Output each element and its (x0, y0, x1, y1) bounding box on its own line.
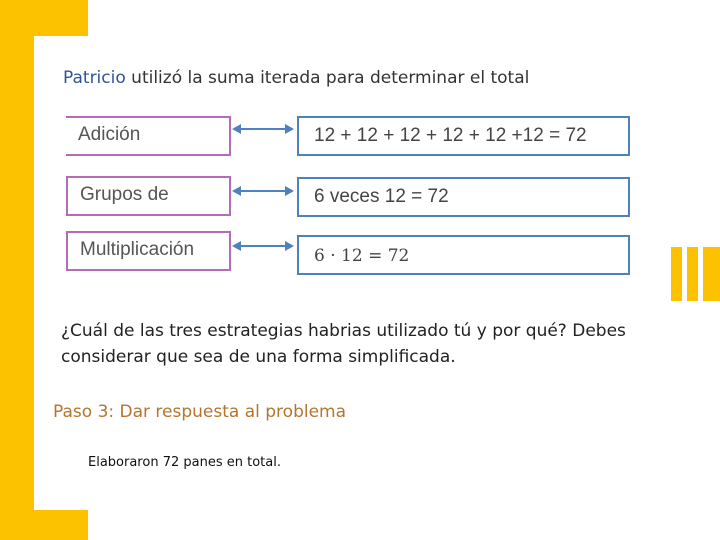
strategy-label-addition: Adición (66, 116, 231, 156)
bar-2 (687, 247, 698, 301)
bar-1 (671, 247, 682, 301)
strategy-label-groups: Grupos de (66, 176, 231, 216)
double-arrow-icon (232, 239, 294, 253)
yellow-bars-icon (671, 247, 720, 301)
double-arrow-icon (232, 122, 294, 136)
intro-rest: utilizó la suma iterada para determinar el total (125, 68, 530, 88)
step-heading: Paso 3: Dar respuesta al problema (53, 402, 347, 422)
yellow-frame-top (0, 0, 88, 36)
answer-text: Elaboraron 72 panes en total. (88, 455, 281, 470)
intro-text (63, 68, 529, 88)
expression-groups: 6 veces 12 = 72 (297, 177, 630, 217)
yellow-frame-bottom (0, 510, 88, 540)
bar-3 (703, 247, 720, 301)
expression-multiplication: 6 · 12 = 72 (297, 235, 630, 275)
student-name: Patricio (63, 68, 126, 88)
yellow-frame-left (0, 36, 34, 510)
double-arrow-icon (232, 184, 294, 198)
question-text: ¿Cuál de las tres estrategias habrias utilizado tú y por qué? Debes considerar que sea de una forma simplificada. (61, 321, 626, 367)
strategy-label-multiplication: Multiplicación (66, 231, 231, 271)
expression-addition: 12 + 12 + 12 + 12 + 12 +12 = 72 (297, 116, 630, 156)
